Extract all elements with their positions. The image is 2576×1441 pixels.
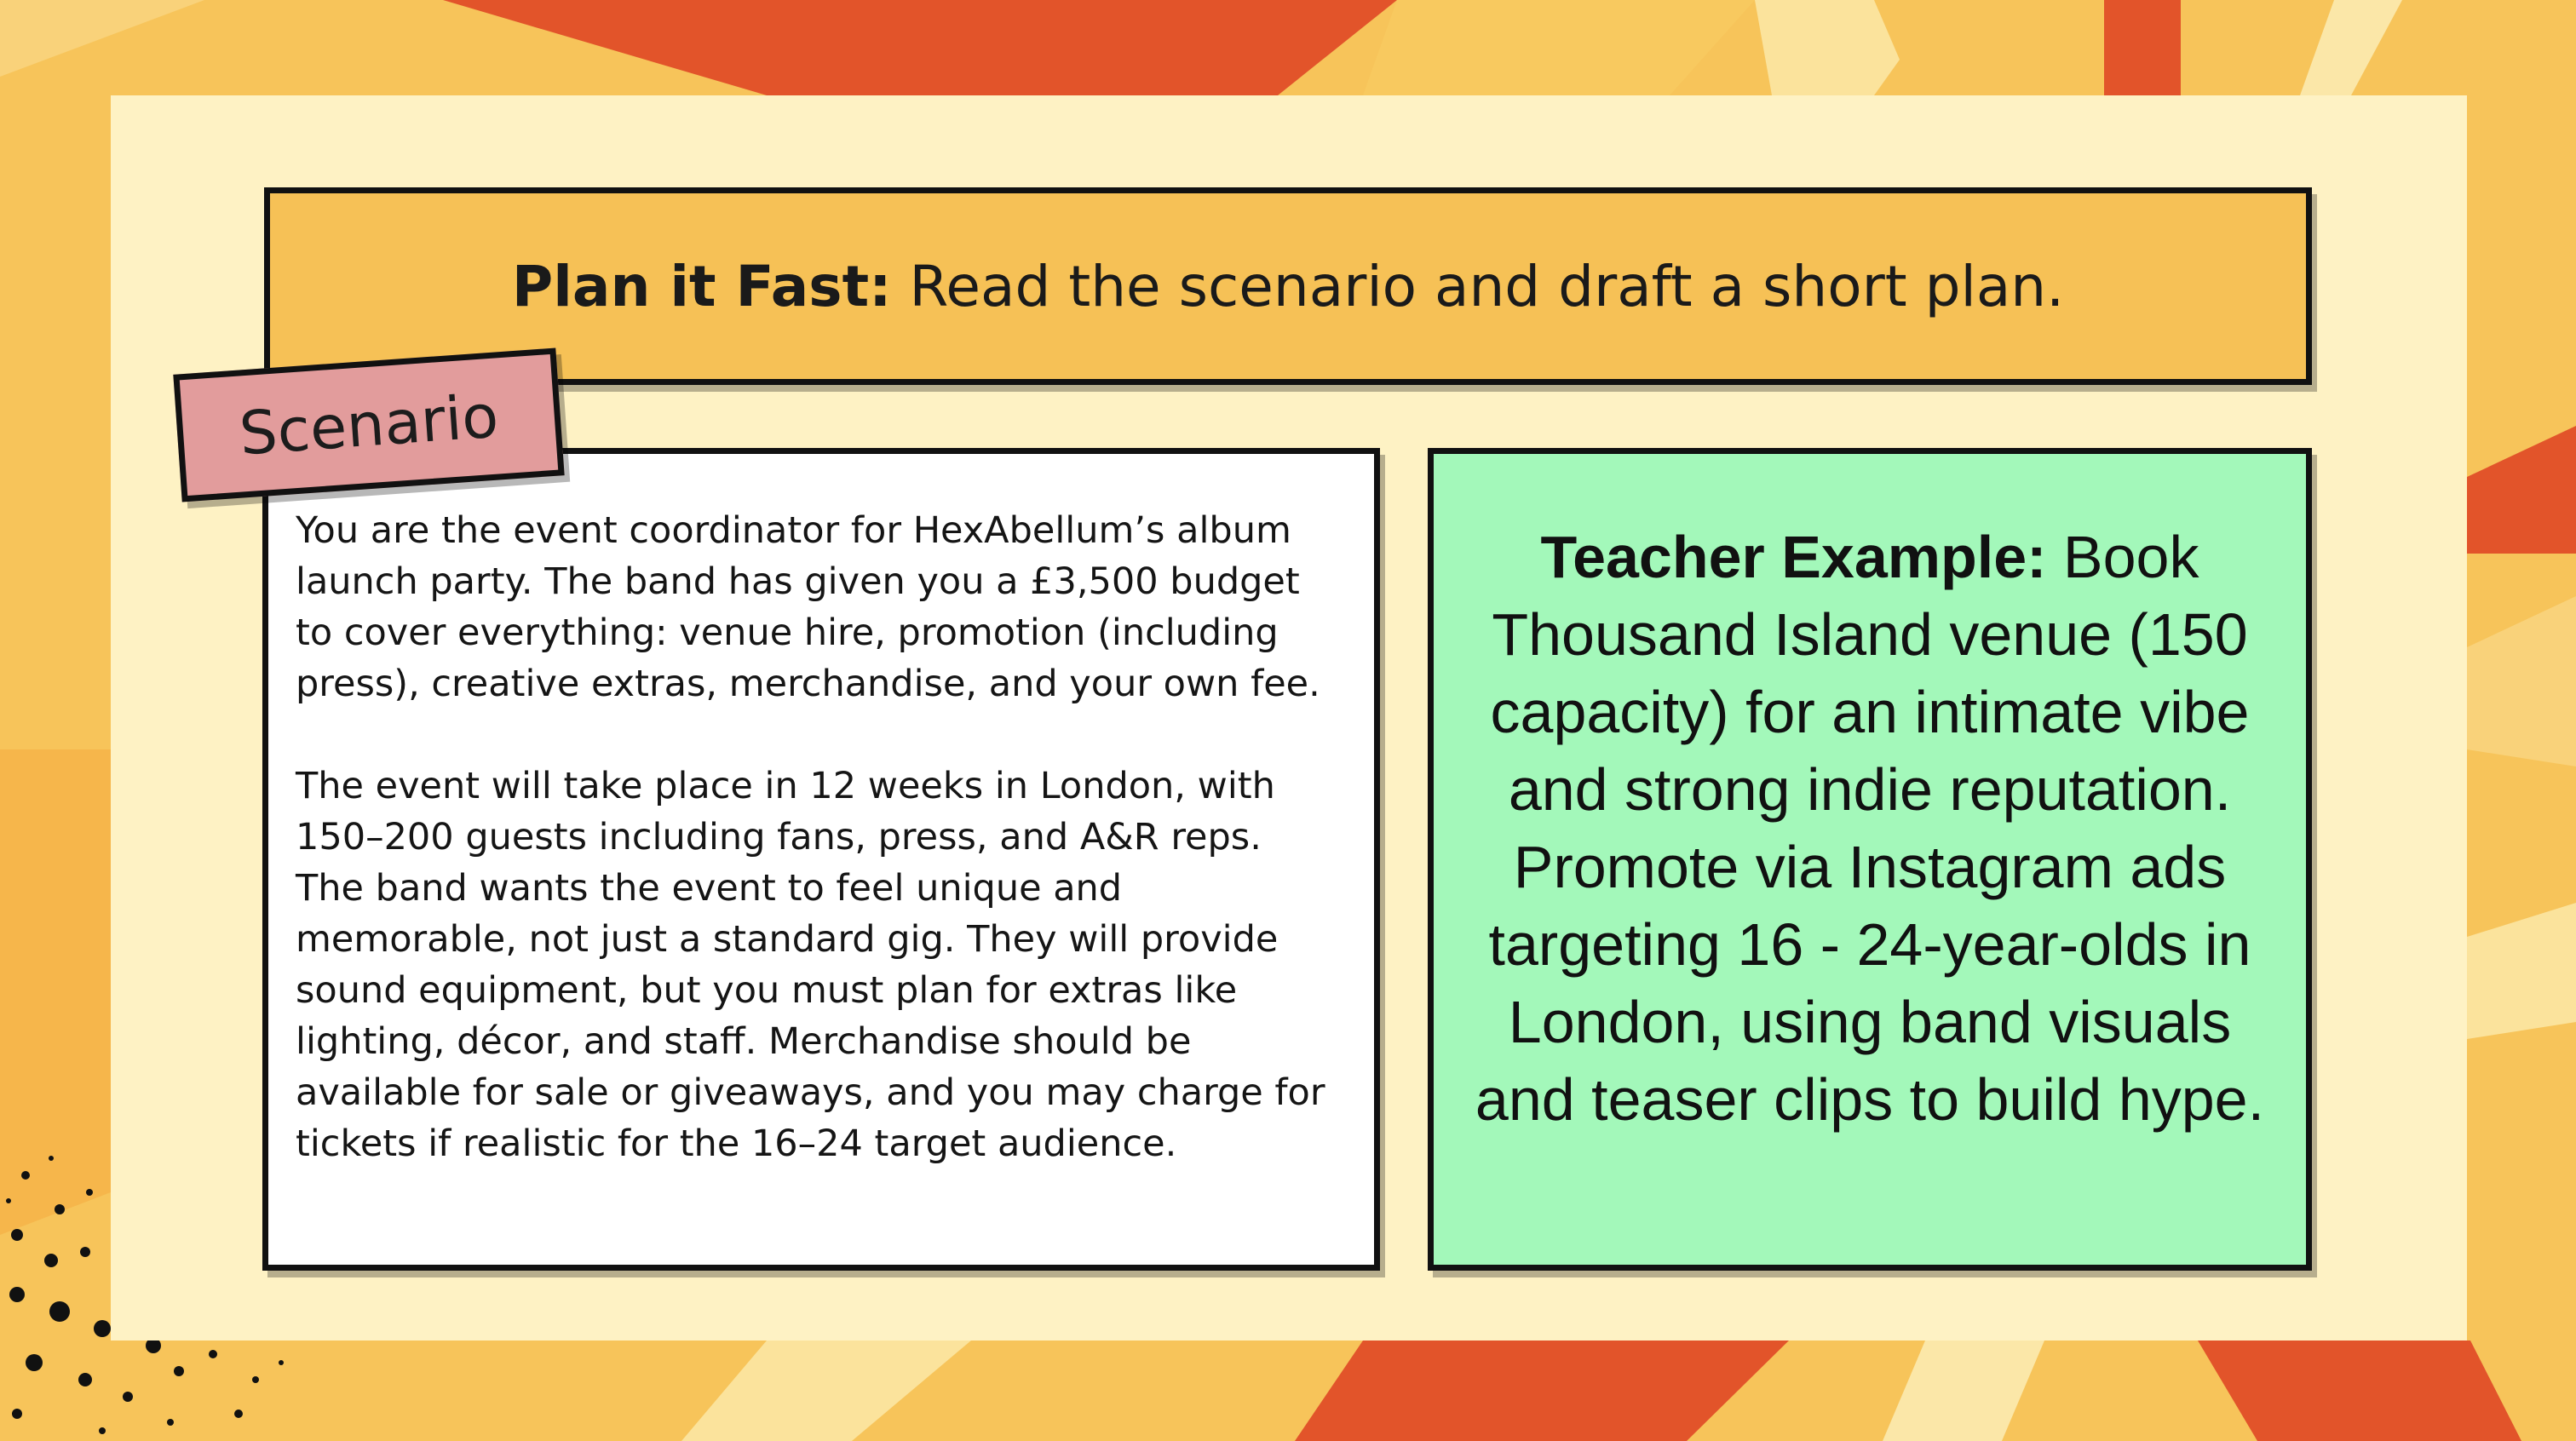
instruction-banner <box>264 187 2312 385</box>
instruction-title: Plan it Fast: <box>511 253 892 319</box>
teacher-example-box <box>1428 448 2312 1271</box>
scenario-tag-label: Scenario <box>237 381 501 469</box>
scenario-paragraph-1: You are the event coordinator for HexAbellum’s album launch party. The band has given you a £3,500 budget to cover everything: venue hire, promotion (including press), creative extras, merchandise, and your own fee. <box>296 509 1320 705</box>
scenario-paragraph-2: The event will take place in 12 weeks in London, with 150–200 guests including fans, press, and A&R reps. The band wants the event to feel unique and memorable, not just a standard gig. They will provide sound equipment, but you must plan for extras like lighting, décor, and staff. Merchandise should be available for sale or giveaways, and you may charge for tickets if realistic for the 16–24 target audience. <box>296 765 1325 1165</box>
scenario-box <box>262 448 1380 1271</box>
instruction-text: Read the scenario and draft a short plan. <box>891 253 2065 319</box>
scenario-tag <box>173 347 564 502</box>
teacher-example-title: Teacher Example: <box>1540 524 2047 590</box>
teacher-example-text: Book Thousand Island venue (150 capacity) for an intimate vibe and strong indie reputation. Promote via Instagram ads targeting 16 - 24-year-olds in London, using band visuals and teaser clips to build hype. <box>1475 524 2265 1133</box>
